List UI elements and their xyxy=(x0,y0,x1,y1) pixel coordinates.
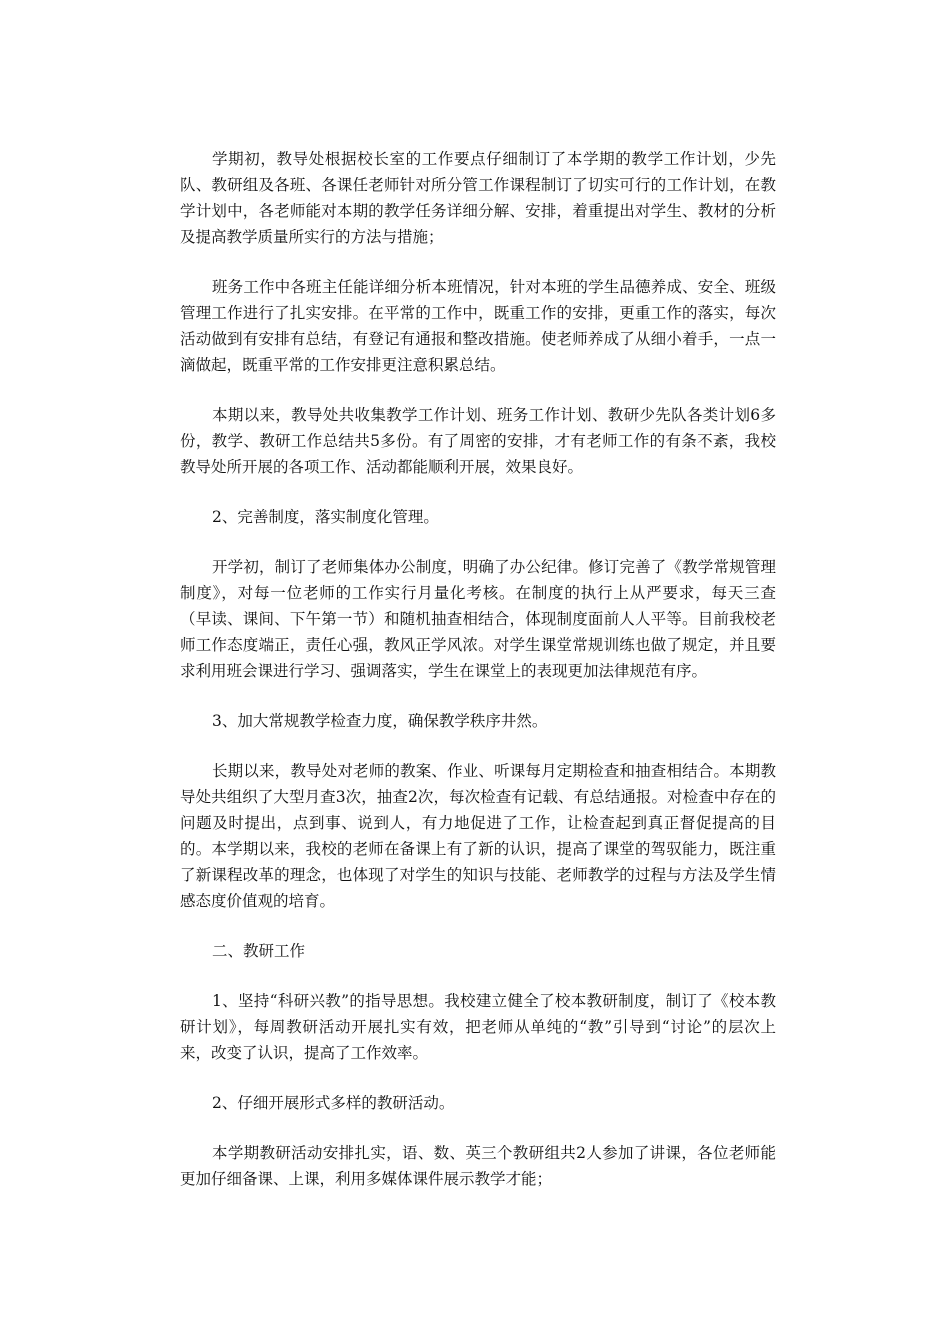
section-heading-inspection: 3、加大常规教学检查力度，确保教学秩序井然。 xyxy=(212,712,548,730)
paragraph-class-affairs: 班务工作中各班主任能详细分析本班情况，针对本班的学生品德养成、安全、班级管理工作进行了扎实安排。在平常的工作中，既重工作的安排，更重工作的落实，每次活动做到有安排有总结，有登记有通报和整改措施。使老师养成了从细小着手，一点一滴做起，既重平常的工作安排更注意积累总结。 xyxy=(180,278,776,374)
paragraph-office-system: 开学初，制订了老师集体办公制度，明确了办公纪律。修订完善了《教学常规管理制度》，对每一位老师的工作实行月量化考核。在制度的执行上从严要求，每天三查（早读、课间、下午第一节）和随机抽查相结合，体现制度面前人人平等。目前我校老师工作态度端正，责任心强，教风正学风浓。对学生课堂常规训练也做了规定，并且要求利用班会课进行学习、强调落实，学生在课堂上的表现更加法律规范有序。 xyxy=(180,558,776,680)
paragraph-teaching-plan: 学期初，教导处根据校长室的工作要点仔细制订了本学期的教学工作计划，少先队、教研组及各班、各课任老师针对所分管工作课程制订了切实可行的工作计划，在教学计划中，各老师能对本期的教学任务详细分解、安排，着重提出对学生、教材的分析及提高教学质量所实行的方法与措施； xyxy=(180,150,776,246)
section-heading-activities: 2、仔细开展形式多样的教研活动。 xyxy=(212,1094,455,1112)
document-body xyxy=(180,146,776,1192)
paragraph-inspection: 长期以来，教导处对老师的教案、作业、听课每月定期检查和抽查相结合。本期教导处共组织了大型月查3次，抽查2次，每次检查有记载、有总结通报。对检查中存在的问题及时提出，点到事、说到人，有力地促进了工作，让检查起到真正督促提高的目的。本学期以来，我校的老师在备课上有了新的认识，提高了课堂的驾驭能力，既注重了新课程改革的理念，也体现了对学生的知识与技能、老师教学的过程与方法及学生情感态度价值观的培育。 xyxy=(180,762,776,910)
paragraph-research-activities: 本学期教研活动安排扎实，语、数、英三个教研组共2人参加了讲课，各位老师能更加仔细备课、上课，利用多媒体课件展示教学才能； xyxy=(180,1144,776,1188)
chapter-heading-research: 二、教研工作 xyxy=(212,942,306,960)
section-heading-system: 2、完善制度，落实制度化管理。 xyxy=(212,508,439,526)
paragraph-research-guideline: 1、坚持“科研兴教”的指导思想。我校建立健全了校本教研制度，制订了《校本教研计划》，每周教研活动开展扎实有效，把老师从单纯的“教”引导到“讨论”的层次上来，改变了认识，提高了工作效率。 xyxy=(180,992,776,1062)
paragraph-plan-collection: 本期以来，教导处共收集教学工作计划、班务工作计划、教研少先队各类计划6多份，教学、教研工作总结共5多份。有了周密的安排，才有老师工作的有条不紊，我校教导处所开展的各项工作、活动都能顺利开展，效果良好。 xyxy=(180,406,776,476)
